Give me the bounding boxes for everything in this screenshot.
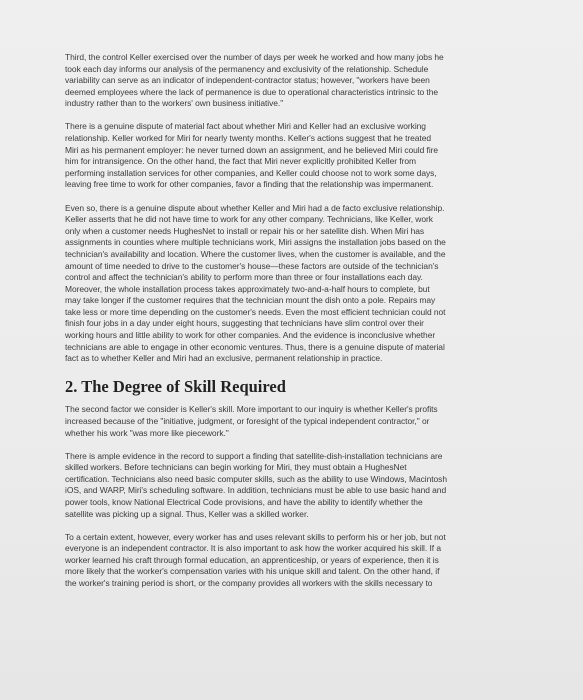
text-line: technician's availability and location. Where the customer lives, when the customer is available, and the bbox=[65, 248, 446, 259]
text-line: To a certain extent, however, every worker has and uses relevant skills to perform his or her job, but not bbox=[65, 531, 446, 542]
paragraph-certain-extent bbox=[65, 532, 517, 590]
paragraph-schedule-control bbox=[65, 52, 517, 110]
text-line: deemed employees where the lack of permanence is due to operational characteristics intrinsic to the bbox=[65, 86, 439, 97]
text-line: certification. Technicians also need basic computer skills, such as the ability to use Windows, Macintosh bbox=[65, 473, 447, 484]
text-line: working hours and little ability to work for other companies. And the evidence is inconclusive whether bbox=[65, 330, 436, 341]
section-heading-skill: 2. The Degree of Skill Required bbox=[65, 377, 286, 397]
text-line: power tools, know National Electrical Code provisions, and have the ability to identify whether the bbox=[65, 497, 423, 507]
text-line: only when a customer needs HughesNet to install or repair his or her satellite dish. When Miri has bbox=[65, 225, 425, 236]
text-line: industry rather than to the workers' own business initiative." bbox=[65, 98, 284, 109]
text-line: iOS, and WARP, Miri's scheduling software. In addition, technicians must be able to use basic hand and bbox=[65, 485, 447, 496]
text-line: amount of time needed to drive to the customer's house—these factors are outside of the technician's bbox=[65, 260, 439, 271]
text-line: may take longer if the customer requires that the technician mount the dish onto a pole. Repairs may bbox=[65, 295, 436, 306]
text-line: worker learned his craft through formal education, an apprenticeship, or years of experience, then it is bbox=[65, 554, 439, 565]
text-line: Keller asserts that he did not have time to work for any other company. Technicians, like Keller, work bbox=[65, 214, 433, 225]
text-line: relationship. Keller worked for Miri for nearly twenty months. Keller's actions suggest that he treated bbox=[65, 133, 432, 144]
text-line: Third, the control Keller exercised over the number of days per week he worked and how many jobs he bbox=[65, 52, 444, 62]
text-line: Moreover, the whole installation process takes approximately two-and-a-half hours to complete, but bbox=[65, 283, 430, 294]
paragraph-second-factor bbox=[65, 404, 517, 439]
paragraph-exclusive-relationship bbox=[65, 121, 517, 191]
text-line: The second factor we consider is Keller's skill. More important to our inquiry is whether Keller's profits bbox=[65, 404, 438, 415]
text-line: variability can serve as an indicator of independent-contractor status; however, "workers have been bbox=[65, 75, 430, 86]
text-line: Even so, there is a genuine dispute about whether Keller and Miri had a de facto exclusive relationship. bbox=[65, 202, 445, 213]
text-line: satellite was picking up a signal. Thus, Keller was a skilled worker. bbox=[65, 508, 309, 519]
text-line: more likely that the worker's compensation varies with his unique skill and talent. On the other hand, if bbox=[65, 566, 440, 577]
text-line: fact as to whether Keller and Miri had an exclusive, permanent relationship in practice. bbox=[65, 353, 383, 364]
text-line: the worker's training period is short, or the company provides all workers with the skills necessary to bbox=[65, 578, 433, 589]
text-line: increased because of the "initiative, judgment, or foresight of the typical independent contractor," or bbox=[65, 415, 430, 426]
text-line: everyone is an independent contractor. It is also important to ask how the worker acquired his skill. If a bbox=[65, 543, 441, 554]
text-line: technicians are able to engage in other economic ventures. Thus, there is a genuine dispute of material bbox=[65, 341, 445, 352]
text-line: finish four jobs in a day under eight hours, suggesting that technicians have slim control over their bbox=[65, 318, 424, 329]
text-line: assignments in counties where multiple technicians work, Miri assigns the installation jobs based on the bbox=[65, 237, 446, 248]
paragraph-de-facto-exclusive bbox=[65, 203, 517, 365]
document-body bbox=[65, 52, 517, 601]
text-line: leaving free time to work for other companies, favor a finding that the relationship was impermanent. bbox=[65, 179, 434, 190]
text-line: him for intransigence. On the other hand, the fact that Miri never explicitly prohibited Keller from bbox=[65, 156, 416, 167]
text-line: There is ample evidence in the record to support a finding that satellite-dish-installation technicians are bbox=[65, 450, 443, 461]
text-line: took each day informs our analysis of the permanency and exclusivity of the relationship. Schedule bbox=[65, 63, 429, 74]
text-line: Miri as his permanent employer: he never turned down an assignment, and he believed Miri could fire bbox=[65, 144, 439, 155]
text-line: take less or more time depending on the customer's needs. Even the most efficient technician could not bbox=[65, 306, 446, 317]
text-line: There is a genuine dispute of material fact about whether Miri and Keller had an exclusive working bbox=[65, 121, 426, 132]
paragraph-ample-evidence bbox=[65, 451, 517, 521]
text-line: performing installation services for other companies, and Keller could choose not to work some days, bbox=[65, 167, 437, 178]
text-line: whether his work "was more like piecework." bbox=[65, 427, 229, 438]
text-line: control and affect the technician's ability to perform more than three or four installations each day. bbox=[65, 272, 423, 283]
text-line: skilled workers. Before technicians can begin working for Miri, they must obtain a HughesNet bbox=[65, 462, 407, 473]
